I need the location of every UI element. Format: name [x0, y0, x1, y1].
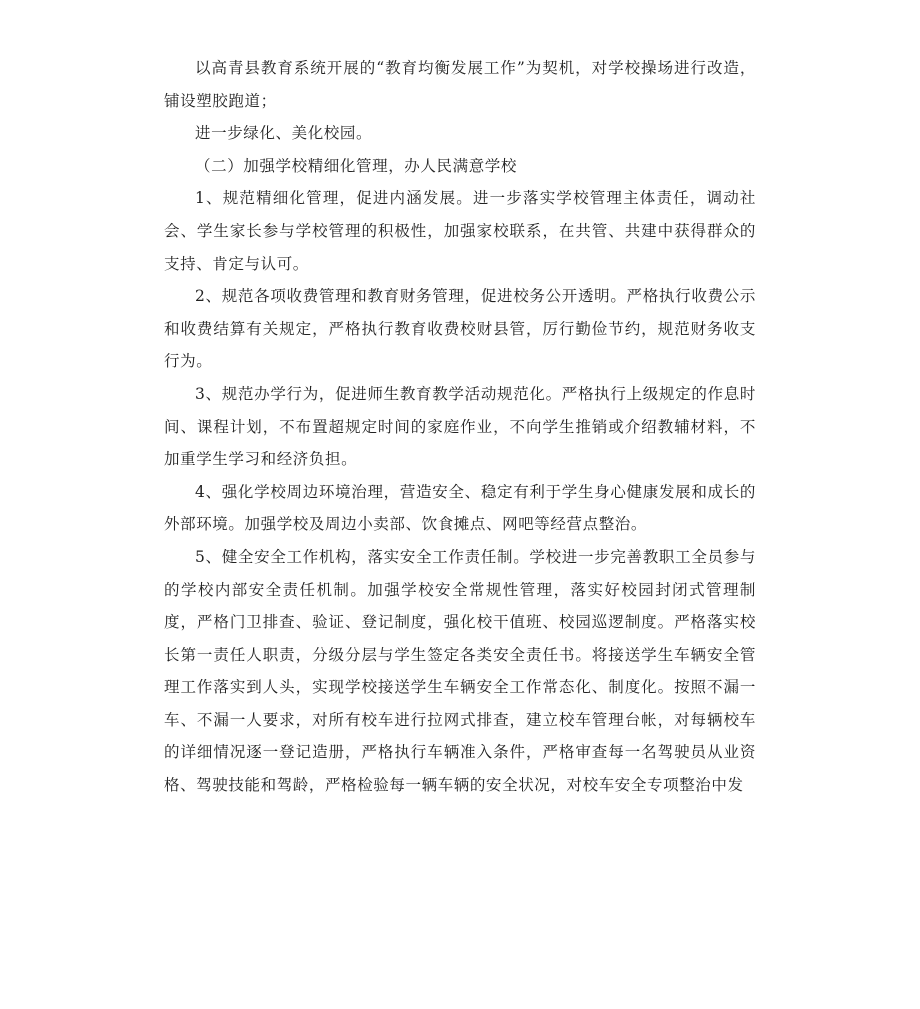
- section-heading-refined-management: （二）加强学校精细化管理，办人民满意学校: [195, 156, 518, 175]
- paragraph-greening: 进一步绿化、美化校园。: [195, 124, 373, 143]
- paragraph-playground-renovation: 以高青县教育系统开展的“教育均衡发展工作”为契机，对学校操场进行改造，铺设塑胶跑道；: [164, 59, 756, 110]
- document-body: [164, 52, 756, 802]
- paragraph-item-4: 4、强化学校周边环境治理，营造安全、稳定有利于学生身心健康发展和成长的外部环境。加强学校及周边小卖部、饮食摊点、网吧等经营点整治。: [164, 482, 756, 534]
- paragraph-item-1: 1、规范精细化管理，促进内涵发展。进一步落实学校管理主体责任，调动社会、学生家长参与学校管理的积极性，加强家校联系，在共管、共建中获得群众的支持、肯定与认可。: [164, 189, 756, 273]
- paragraph-item-5: 5、健全安全工作机构，落实安全工作责任制。学校进一步完善教职工全员参与的学校内部安全责任机制。加强学校安全常规性管理，落实好校园封闭式管理制度，严格门卫排查、验证、登记制度，强化校干值班、校园巡逻制度。严格落实校长第一责任人职责，分级分层与学生签定各类安全责任书。将接送学生车辆安全管理工作落实到人头，实现学校接送学生车辆安全工作常态化、制度化。按照不漏一车、不漏一人要求，对所有校车进行拉网式排查，建立校车管理台帐，对每辆校车的详细情况逐一登记造册，严格执行车辆准入条件，严格审查每一名驾驶员从业资格、驾驶技能和驾龄，严格检验每一辆车辆的安全状况，对校车安全专项整治中发: [164, 547, 756, 795]
- paragraph-item-3: 3、规范办学行为，促进师生教育教学活动规范化。严格执行上级规定的作息时间、课程计划，不布置超规定时间的家庭作业，不向学生推销或介绍教辅材料，不加重学生学习和经济负担。: [164, 384, 756, 469]
- paragraph-item-2: 2、规范各项收费管理和教育财务管理，促进校务公开透明。严格执行收费公示和收费结算有关规定，严格执行教育收费校财县管，厉行勤俭节约，规范财务收支行为。: [164, 287, 756, 371]
